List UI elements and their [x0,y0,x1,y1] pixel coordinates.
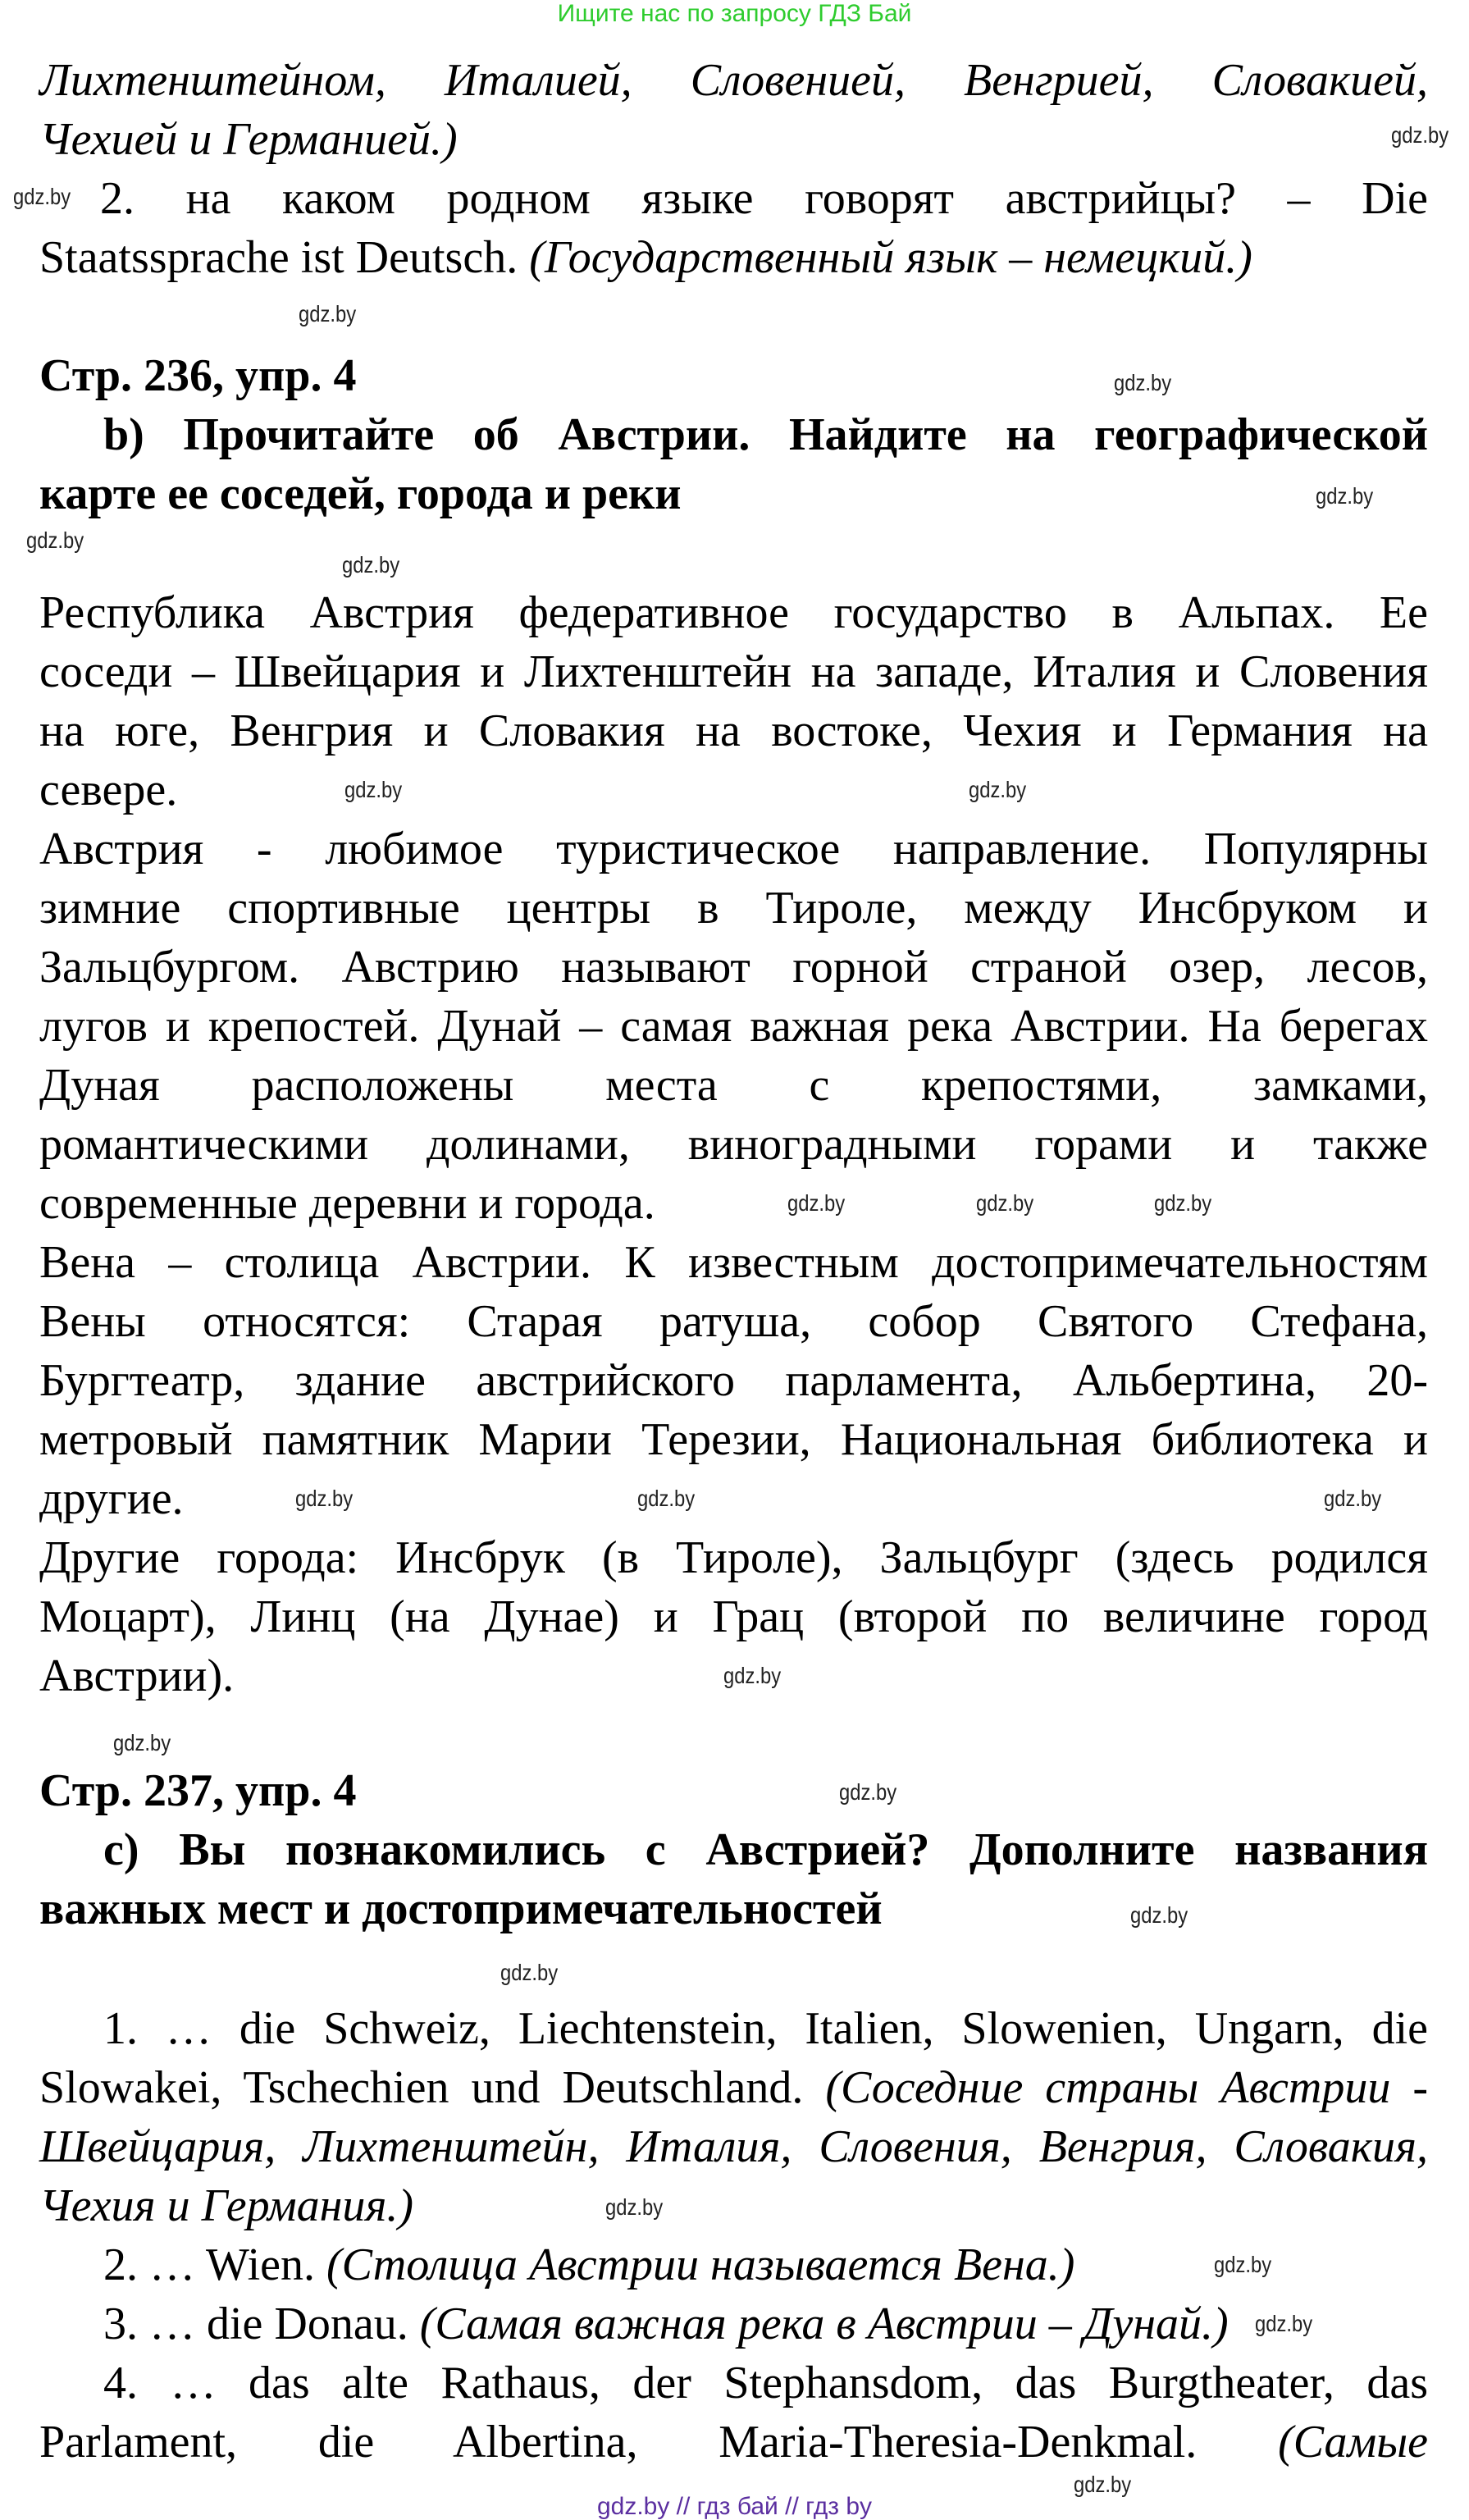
text-line: севере. [39,765,178,815]
answer-item: 1. … die Schweiz, Liechtenstein, Italien, Slowenien, Ungarn, die [103,2003,1428,2054]
section-heading: Стр. 237, упр. 4 [39,1765,357,1816]
text-line: Лихтенштейном, Италией, Словенией, Венгрией, Словакией, [39,55,1428,106]
task-title: c) Вы познакомились с Австрией? Дополните названия [103,1824,1428,1875]
watermark: gdz.by [723,1663,782,1688]
watermark: gdz.by [1074,2472,1132,2497]
text-line [39,2058,1428,2117]
watermark: gdz.by [500,1960,559,1985]
text-line: другие. [39,1473,184,1524]
answer-item: 4. … das alte Rathaus, der Stephansdom, das Burgtheater, das [103,2358,1428,2408]
text-line: Вены относятся: Старая ратуша, собор Святого Стефана, [39,1296,1428,1347]
translation-span: (Столица Австрии называется Вена.) [326,2239,1075,2290]
watermark: gdz.by [605,2194,664,2220]
text-line: Зальцбургом. Австрию называют горной страной озер, лесов, [39,942,1428,993]
watermark: gdz.by [1316,483,1374,509]
watermark: gdz.by [13,184,71,209]
text-line: Дуная расположены места с крепостями, замками, [39,1060,1428,1111]
text-line: на юге, Венгрия и Словакия на востоке, Чехия и Германия на [39,705,1428,756]
answer-item [103,2294,1229,2353]
text-span: Slowakei, Tschechien und Deutschland. [39,2062,826,2113]
search-banner[interactable]: Ищите нас по запросу ГДЗ Бай [557,0,912,27]
translation-span: (Государственный язык – немецкий.) [529,232,1252,283]
document-body [39,51,1428,2472]
watermark: gdz.by [342,552,400,578]
text-line: зимние спортивные центры в Тироле, между Инсбруком и [39,883,1428,934]
answer-item [103,2235,1074,2294]
watermark: gdz.by [344,777,403,802]
task-title: карте ее соседей, города и реки [39,468,682,519]
text-line: соседи – Швейцария и Лихтенштейн на западе, Италия и Словения [39,646,1428,697]
task-title: b) Прочитайте об Австрии. Найдите на географической [103,409,1428,460]
watermark: gdz.by [295,1486,354,1511]
text-line: современные деревни и города. [39,1178,655,1229]
translation-line: Чехия и Германия.) [39,2180,414,2231]
watermark: gdz.by [976,1190,1034,1216]
text-line: метровый памятник Марии Терезии, Национальная библиотека и [39,1414,1428,1465]
text-line: 2. на каком родном языке говорят австрийцы? – Die [100,173,1428,224]
text-span: Parlament, die Albertina, Maria-Theresia-Denkmal. [39,2417,1279,2468]
watermark: gdz.by [1255,2311,1313,2336]
text-line: Другие города: Инсбрук (в Тироле), Зальцбург (здесь родился [39,1532,1428,1583]
watermark: gdz.by [113,1730,171,1755]
watermark: gdz.by [1154,1190,1212,1216]
watermark: gdz.by [839,1779,897,1805]
translation-span: (Соседние страны Австрии - [825,2062,1429,2113]
text-line: Моцарт), Линц (на Дунае) и Грац (второй по величине город [39,1591,1428,1642]
watermark: gdz.by [1130,1902,1188,1928]
watermark: gdz.by [1214,2252,1272,2277]
watermark: gdz.by [299,301,357,326]
watermark: gdz.by [787,1190,846,1216]
watermark: gdz.by [969,777,1027,802]
text-line: Республика Австрия федеративное государство в Альпах. Ее [39,587,1428,638]
text-line [39,228,1252,287]
translation-span: (Самые [1278,2417,1428,2468]
translation-span: (Самая важная река в Австрии – Дунай.) [419,2299,1229,2349]
answer-text [39,583,1428,1705]
text-line [39,2413,1428,2472]
text-line: Чехией и Германией.) [39,114,458,165]
text-line: Австрии). [39,1650,235,1701]
task-title: важных мест и достопримечательностей [39,1883,883,1934]
footer-links[interactable]: gdz.by // гдз бай // гдз by [596,2493,873,2520]
text-line: романтическими долинами, виноградными горами и также [39,1119,1428,1170]
text-span: Staatssprache ist Deutsch. [39,232,530,283]
text-line: Австрия - любимое туристическое направление. Популярны [39,824,1428,874]
watermark: gdz.by [1324,1486,1382,1511]
text-line: Бургтеатр, здание австрийского парламента, Альбертина, 20- [39,1355,1428,1406]
translation-line: Швейцария, Лихтенштейн, Италия, Словения, Венгрия, Словакия, [39,2121,1428,2172]
text-line: лугов и крепостей. Дунай – самая важная река Австрии. На берегах [39,1001,1428,1052]
text-line: Вена – столица Австрии. К известным достопримечательностям [39,1237,1428,1288]
section-heading: Стр. 236, упр. 4 [39,350,357,401]
answer-list [39,1999,1428,2472]
text-span: 3. … die Donau. [103,2299,420,2349]
watermark: gdz.by [1391,122,1449,148]
text-span: 2. … Wien. [103,2239,327,2290]
watermark: gdz.by [26,527,84,553]
watermark: gdz.by [1114,370,1172,395]
watermark: gdz.by [637,1486,696,1511]
